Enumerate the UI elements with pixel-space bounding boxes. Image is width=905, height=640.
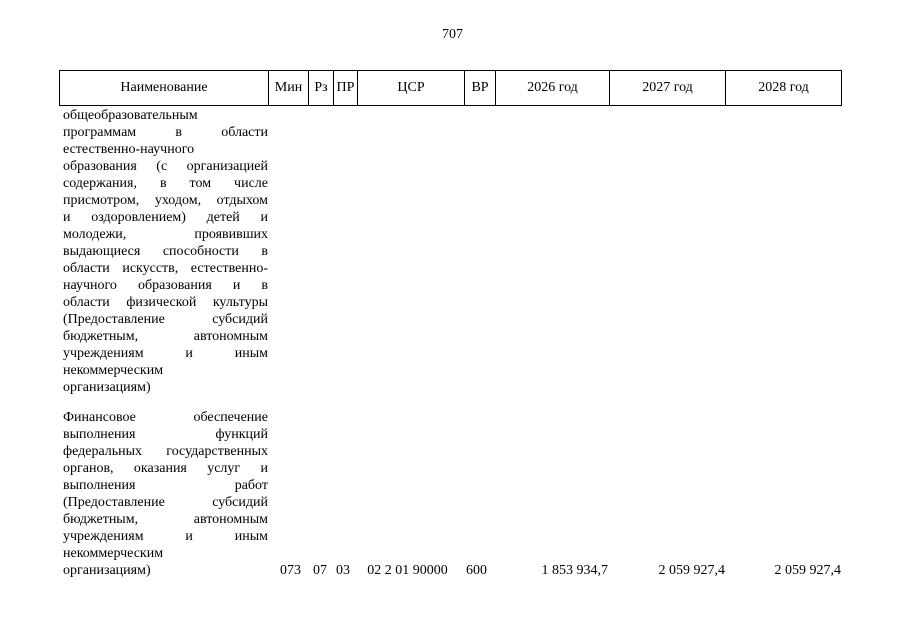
cell-min: 073 bbox=[280, 563, 301, 578]
row2-name-line: (Предоставление субсидий bbox=[63, 495, 268, 510]
cell-pr: 03 bbox=[336, 563, 350, 578]
cell-csr: 02 2 01 90000 bbox=[367, 563, 448, 578]
header-2028: 2028 год bbox=[726, 71, 842, 106]
header-2027: 2027 год bbox=[610, 71, 726, 106]
row2-name-line: учреждениям и иным bbox=[63, 529, 268, 544]
header-min: Мин bbox=[269, 71, 309, 106]
row2-name-line: Финансовое обеспечение bbox=[63, 410, 268, 425]
row1-name-line: молодежи, проявивших bbox=[63, 227, 268, 242]
row1-name-line: содержания, в том числе bbox=[63, 176, 268, 191]
row1-name-line: области физической культуры bbox=[63, 295, 268, 310]
row1-name-line: бюджетным, автономным bbox=[63, 329, 268, 344]
header-2026: 2026 год bbox=[496, 71, 610, 106]
header-rz: Рз bbox=[309, 71, 334, 106]
row1-name-line: организациям) bbox=[63, 380, 151, 395]
row1-name-line: научного образования и в bbox=[63, 278, 268, 293]
row1-name-line: программам в области bbox=[63, 125, 268, 140]
row2-name-line: некоммерческим bbox=[63, 546, 164, 561]
row1-name-line: (Предоставление субсидий bbox=[63, 312, 268, 327]
row1-name-line: образования (с организацией bbox=[63, 159, 268, 174]
row1-name-line: естественно-научного bbox=[63, 142, 195, 157]
header-csr: ЦСР bbox=[358, 71, 465, 106]
row2-name-line: организациям) bbox=[63, 563, 151, 578]
cell-2028: 2 059 927,4 bbox=[774, 563, 841, 578]
row1-name-line: общеобразовательным bbox=[63, 108, 198, 123]
row1-name-line: присмотром, уходом, отдыхом bbox=[63, 193, 268, 208]
row2-name-line: федеральных государственных bbox=[63, 444, 268, 459]
row2-name-line: выполнения работ bbox=[63, 478, 268, 493]
row2-name-line: органов, оказания услуг и bbox=[63, 461, 268, 476]
table-header bbox=[59, 70, 842, 106]
cell-vr: 600 bbox=[466, 563, 487, 578]
header-name: Наименование bbox=[60, 71, 269, 106]
cell-rz: 07 bbox=[313, 563, 327, 578]
row2-name-line: выполнения функций bbox=[63, 427, 268, 442]
page-number: 707 bbox=[442, 27, 463, 42]
row1-name-line: выдающиеся способности в bbox=[63, 244, 268, 259]
row1-name-line: и оздоровлением) детей и bbox=[63, 210, 268, 225]
cell-2027: 2 059 927,4 bbox=[658, 563, 725, 578]
row1-name-line: некоммерческим bbox=[63, 363, 164, 378]
header-vr: ВР bbox=[465, 71, 496, 106]
cell-2026: 1 853 934,7 bbox=[541, 563, 608, 578]
row2-name-line: бюджетным, автономным bbox=[63, 512, 268, 527]
header-pr: ПР bbox=[334, 71, 358, 106]
row1-name-line: области искусств, естественно- bbox=[63, 261, 268, 276]
row1-name-line: учреждениям и иным bbox=[63, 346, 268, 361]
